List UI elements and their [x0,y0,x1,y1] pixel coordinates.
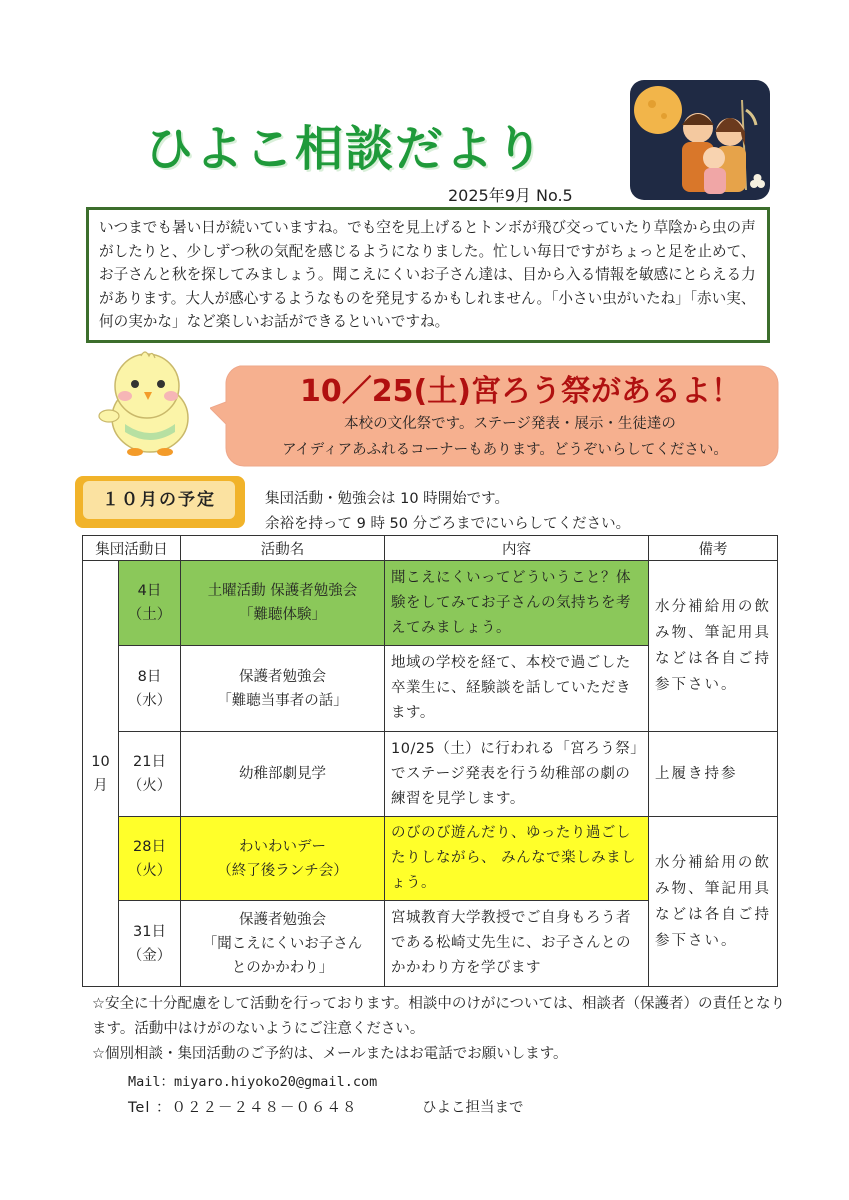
activity-cell [181,646,385,732]
contact-person: ひよこ担当まで [422,1100,524,1116]
activity-line1: 保護者勉強会 [239,668,326,685]
activity-cell [181,561,385,646]
activity-line1: 土曜活動 保護者勉強会 [207,583,358,599]
header-content: 内容 [385,536,649,561]
activity-line2: 「難聴体験」 [239,607,326,623]
table-row [83,817,778,901]
day: 8日 [137,668,162,685]
activity-line2: 「難聴当事者の話」 [217,692,348,709]
day: 4日 [137,583,162,599]
activity-line3: とのかかわり」 [231,959,334,976]
weekday: （火） [127,778,172,794]
content-cell: 10/25（土）に行われる「宮ろう祭」でステージ発表を行う幼稚部の劇の練習を見学します。 [385,732,649,817]
content-cell: 地域の学校を経て、本校で過ごした卒業生に、経験談を話していただきます。 [385,646,649,732]
chick-icon [95,348,200,458]
table-row [83,561,778,646]
activity-line2: 「聞こえにくいお子さん [202,935,363,952]
day-cell [119,901,181,987]
activity-line1: わいわいデー [239,838,326,855]
arrival-time-note: 余裕を持って 9 時 50 分ごろまでにいらしてください。 [265,516,631,532]
activity-line2: （終了後ランチ会） [217,862,348,879]
activity-cell [181,817,385,901]
intro-message: いつまでも暑い日が続いていますね。でも空を見上げるとトンボが飛び交っていたり草陰から虫の声がしたりと、少しずつ秋の気配を感じるようになりました。忙しい毎日ですがちょっと足を止めて、お子さんと秋を探してみましょう。聞こえにくいお子さん達は、目から入る情報を敏感にとらえる力があります。大人が感心するようなものを発見するかもしれません。「小さい虫がいたね」「赤い実、何の実かな」など楽しいお話ができるといいですね。 [86,207,770,343]
activity-line1: 保護者勉強会 [239,911,326,928]
header-activity: 活動名 [181,536,385,561]
table-header-row [83,536,778,561]
table-row [83,732,778,817]
content-cell: 宮城教育大学教授でご自身もろう者である松崎丈先生に、お子さんとのかかわり方を学びます [385,901,649,987]
content-cell: 聞こえにくいってどういうこと？体験をしてみてお子さんの気持ちを考えてみましょう。 [385,561,649,646]
activity-line1: 幼稚部劇見学 [239,766,326,782]
notes-cell: 水分補給用の飲み物、筆記用具などは各自ご持参下さい。 [649,817,778,987]
notes-cell: 上履き持参 [649,732,778,817]
day-cell [119,646,181,732]
october-heading: １０月の予定 [83,481,235,519]
contact-phone[interactable]: Tel ：０２２－２４８－０６４８ [128,1100,358,1116]
weekday: （火） [127,862,172,879]
header-notes: 備考 [649,536,778,561]
notes-cell: 水分補給用の飲み物、筆記用具などは各自ご持参下さい。 [649,561,778,732]
day: 31日 [133,923,166,940]
contact-email[interactable]: Mail：miyaro.hiyoko20@gmail.com [128,1074,378,1090]
activity-cell [181,732,385,817]
festival-description-line1: 本校の文化祭です。ステージ発表・展示・生徒達の [344,416,676,432]
day-cell [119,817,181,901]
content-cell: のびのび遊んだり、ゆったり過ごしたりしながら、 みんなで楽しみましょう。 [385,817,649,901]
month-number: 10 [91,753,110,770]
day: 21日 [133,754,166,770]
schedule-table [82,535,778,987]
header-date: 集団活動日 [83,536,181,561]
page-title: ひよこ相談だより [145,121,546,177]
start-time-note: 集団活動・勉強会は 10 時開始です。 [265,491,510,507]
safety-note: ☆安全に十分配慮をして活動を行っております。相談中のけがについては、相談者（保護者）の責任となります。活動中はけがのないようにご注意ください。 [92,996,786,1037]
day-cell [119,732,181,817]
weekday: （土） [127,607,172,623]
issue-label: 2025年9月 No.5 [448,186,573,205]
family-moon-illustration [630,80,770,200]
day: 28日 [133,838,166,855]
day-cell [119,561,181,646]
weekday: （金） [127,947,172,964]
month-cell [83,561,119,987]
festival-title: 10／25(土)宮ろう祭があるよ！ [300,374,741,409]
activity-cell [181,901,385,987]
festival-description-line2: アイディアあふれるコーナーもあります。どうぞいらしてください。 [282,442,728,458]
month-unit: 月 [93,777,108,794]
weekday: （水） [127,692,172,709]
booking-note: ☆個別相談・集団活動のご予約は、メールまたはお電話でお願いします。 [92,1046,568,1062]
